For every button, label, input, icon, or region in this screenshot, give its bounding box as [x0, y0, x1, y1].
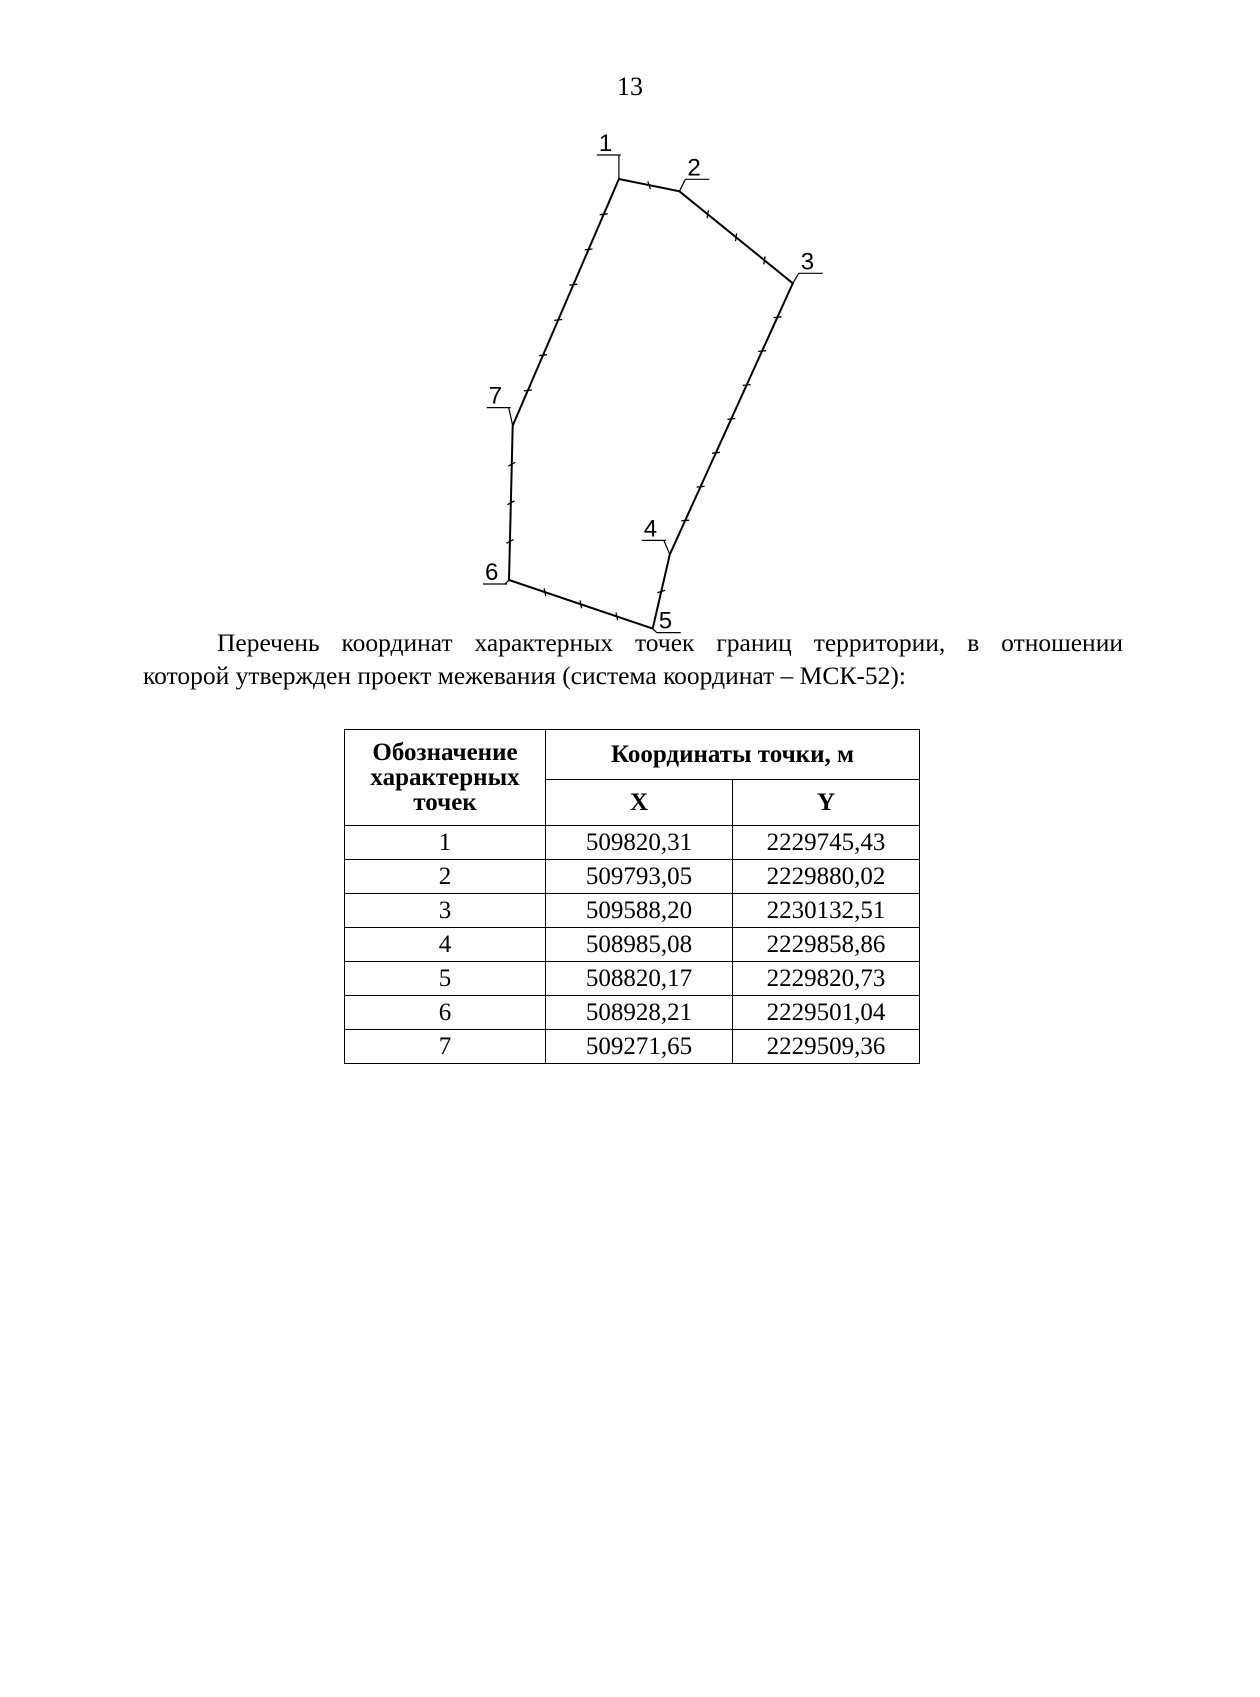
boundary-tick — [600, 214, 608, 215]
point-number: 3 — [345, 894, 546, 928]
table-row — [345, 860, 920, 894]
point-label: 5 — [658, 607, 673, 635]
boundary-tick — [580, 600, 582, 608]
point-x: 509588,20 — [546, 894, 733, 928]
point-number: 4 — [345, 928, 546, 962]
point-x: 508928,21 — [546, 996, 733, 1030]
boundary-tick — [707, 210, 708, 218]
point-number: 7 — [345, 1030, 546, 1064]
boundary-line — [509, 179, 793, 629]
point-number: 6 — [345, 996, 546, 1030]
intro-paragraph — [143, 626, 1123, 692]
label-leader — [487, 408, 513, 426]
boundary-tick — [727, 419, 735, 420]
point-y: 2229509,36 — [733, 1030, 920, 1064]
point-x: 509271,65 — [546, 1030, 733, 1064]
point-label: 7 — [488, 382, 503, 410]
label-leader — [642, 540, 670, 554]
point-x: 509793,05 — [546, 860, 733, 894]
boundary-tick — [681, 520, 689, 521]
point-number: 2 — [345, 860, 546, 894]
point-label: 4 — [643, 515, 658, 543]
point-x: 509820,31 — [546, 826, 733, 860]
boundary-tick — [544, 588, 546, 596]
table-row — [345, 962, 920, 996]
boundary-tick — [539, 355, 547, 356]
header-coordinates: Координаты точки, м — [546, 730, 920, 780]
point-x: 508820,17 — [546, 962, 733, 996]
intro-line-1: Перечень координат характерных точек границ территории, в отношении — [217, 628, 1123, 657]
point-x: 508985,08 — [546, 928, 733, 962]
boundary-tick — [736, 233, 737, 241]
point-y: 2229880,02 — [733, 860, 920, 894]
boundary-tick — [697, 486, 705, 487]
boundary-tick — [569, 284, 577, 285]
boundary-tick — [712, 452, 720, 453]
point-y: 2229820,73 — [733, 962, 920, 996]
table-row — [345, 826, 920, 860]
coordinates-table — [344, 729, 920, 1064]
boundary-tick — [585, 249, 593, 250]
table-row — [345, 996, 920, 1030]
header-y: Y — [733, 780, 920, 826]
boundary-tick — [616, 613, 618, 621]
point-number: 5 — [345, 962, 546, 996]
point-label: 3 — [800, 248, 815, 276]
point-label: 2 — [687, 154, 701, 182]
boundary-tick — [554, 320, 562, 321]
boundary-tick — [774, 317, 782, 318]
table-row — [345, 928, 920, 962]
point-y: 2229501,04 — [733, 996, 920, 1030]
header-x: X — [546, 780, 733, 826]
page-number: 13 — [617, 72, 643, 101]
header-designation: Обозначение характерных точек — [345, 730, 546, 826]
point-label: 1 — [598, 130, 613, 157]
intro-line-2: которой утвержден проект межевания (система координат – МСК-52): — [143, 661, 906, 690]
boundary-tick — [764, 256, 765, 264]
boundary-tick — [743, 385, 751, 386]
table-row — [345, 894, 920, 928]
point-y: 2229745,43 — [733, 826, 920, 860]
boundary-plan — [0, 0, 1200, 635]
point-number: 1 — [345, 826, 546, 860]
boundary-tick — [524, 390, 532, 391]
point-label: 6 — [485, 559, 499, 586]
table-row — [345, 1030, 920, 1064]
label-leader — [597, 155, 621, 179]
boundary-tick — [758, 351, 766, 352]
point-y: 2230132,51 — [733, 894, 920, 928]
point-y: 2229858,86 — [733, 928, 920, 962]
